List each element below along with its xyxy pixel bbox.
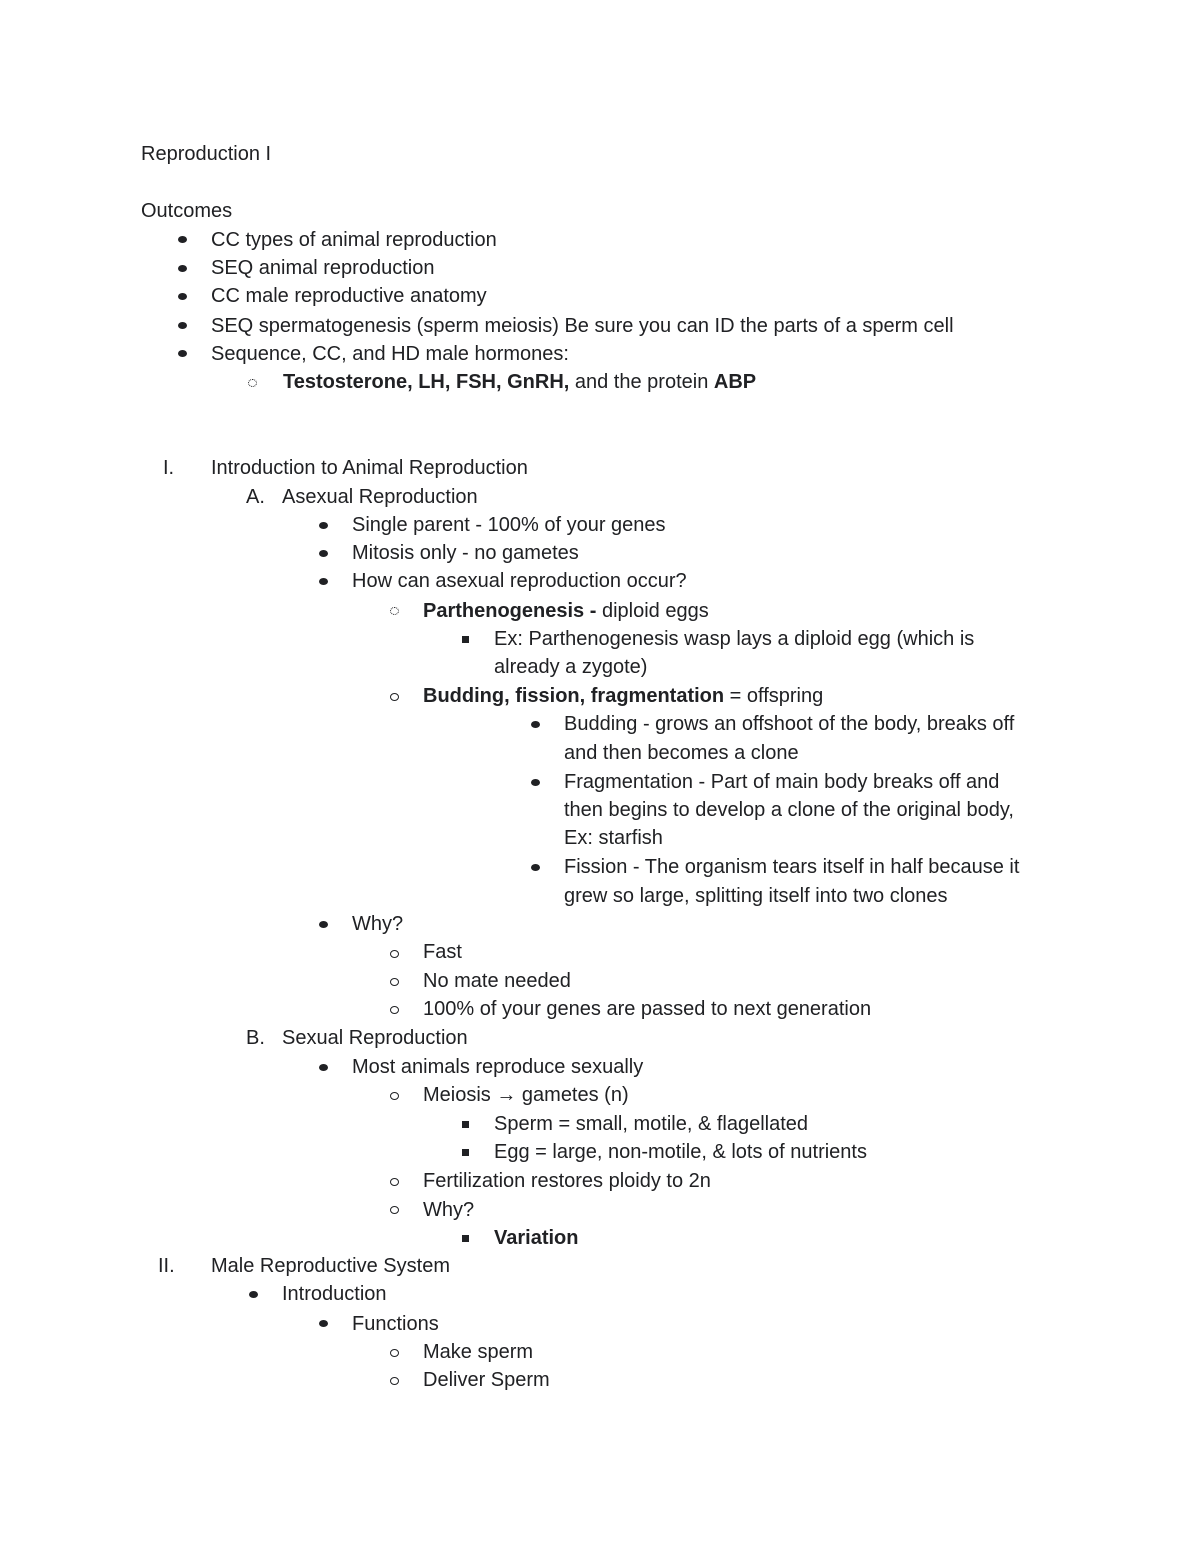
budding-rest: = offspring (724, 685, 824, 707)
outcomes-heading: Outcomes (141, 200, 233, 222)
list-item (423, 597, 709, 625)
bullet-ring-icon (390, 1377, 399, 1385)
bullet-square-icon (462, 1235, 469, 1242)
outcome-item: CC types of animal reproduction (211, 229, 497, 251)
list-item: Fast (423, 941, 462, 963)
outcome-item: CC male reproductive anatomy (211, 285, 487, 307)
list-item-continued: and then becomes a clone (564, 742, 799, 764)
bullet-square-icon (462, 636, 469, 643)
list-item: Budding - grows an offshoot of the body, breaks off (564, 713, 1015, 735)
list-item: Fragmentation - Part of main body breaks off and (564, 771, 1000, 793)
bullet-dot-icon (178, 265, 187, 272)
outcome-item: SEQ spermatogenesis (sperm meiosis) Be sure you can ID the parts of a sperm cell (211, 315, 954, 337)
parthenogenesis-bold: Parthenogenesis - (423, 600, 597, 622)
list-item: Functions (352, 1313, 439, 1335)
list-item: Make sperm (423, 1341, 534, 1363)
list-item: Why? (423, 1199, 475, 1221)
bullet-dot-icon (319, 522, 328, 529)
bullet-ring-icon (390, 950, 399, 958)
section-numeral: I. (163, 457, 175, 479)
bullet-dot-icon (249, 1291, 258, 1298)
parthenogenesis-rest: diploid eggs (596, 600, 709, 622)
list-item: Why? (352, 913, 404, 935)
list-item: Ex: Parthenogenesis wasp lays a diploid egg (which is (494, 628, 975, 650)
list-item: No mate needed (423, 970, 571, 992)
bullet-ring-icon (390, 1349, 399, 1357)
bullet-square-icon (462, 1121, 469, 1128)
bullet-dot-icon (178, 236, 187, 243)
bullet-dot-icon (319, 1064, 328, 1071)
bullet-ring-icon (390, 1006, 399, 1014)
bullet-dot-icon (531, 779, 540, 786)
section-title: Male Reproductive System (211, 1255, 450, 1277)
list-item-continued: then begins to develop a clone of the original body, (564, 799, 1014, 821)
bullet-dot-icon (319, 550, 328, 557)
list-item: Sperm = small, motile, & flagellated (494, 1113, 809, 1135)
list-item: Mitosis only - no gametes (352, 542, 579, 564)
subsection-title: Sexual Reproduction (282, 1027, 468, 1049)
bullet-ring-icon (390, 978, 399, 986)
subsection-title: Asexual Reproduction (282, 486, 478, 508)
list-item: Fission - The organism tears itself in half because it (564, 856, 1020, 878)
list-item: Most animals reproduce sexually (352, 1056, 644, 1078)
bullet-dot-icon (531, 721, 540, 728)
bullet-dot-icon (319, 1320, 328, 1327)
bullet-dot-icon (178, 350, 187, 357)
list-item: Deliver Sperm (423, 1369, 550, 1391)
bullet-dot-icon (178, 322, 187, 329)
bullet-ring-icon (390, 1178, 399, 1186)
bullet-ring-icon (390, 693, 399, 701)
subsection-letter: A. (246, 486, 265, 508)
list-item-continued: Ex: starfish (564, 827, 663, 849)
bullet-ring-icon (390, 1206, 399, 1214)
list-item (423, 682, 823, 710)
list-item: How can asexual reproduction occur? (352, 570, 687, 592)
hormones-bold: Testosterone, LH, FSH, GnRH, (283, 371, 570, 393)
list-item: Single parent - 100% of your genes (352, 514, 666, 536)
list-item: Fertilization restores ploidy to 2n (423, 1170, 711, 1192)
hormones-line (283, 368, 756, 396)
bullet-dot-icon (531, 864, 540, 871)
list-item: Meiosis → gametes (n) (423, 1084, 629, 1106)
outcome-item: SEQ animal reproduction (211, 257, 435, 279)
hormones-mid: and the protein (569, 371, 714, 393)
bullet-square-icon (462, 1149, 469, 1156)
bullet-ring-icon (390, 1092, 399, 1100)
bullet-dot-icon (319, 578, 328, 585)
budding-bold: Budding, fission, fragmentation (423, 685, 725, 707)
hormones-abp: ABP (713, 371, 757, 393)
list-item: Variation (494, 1227, 579, 1249)
list-item-continued: already a zygote) (494, 656, 648, 678)
subsection-letter: B. (246, 1027, 265, 1049)
bullet-dot-icon (178, 293, 187, 300)
list-item: Egg = large, non-motile, & lots of nutrients (494, 1141, 867, 1163)
bullet-dot-icon (319, 921, 328, 928)
bullet-circle-icon (390, 607, 399, 615)
list-item: Introduction (282, 1283, 387, 1305)
document-title: Reproduction I (141, 143, 272, 165)
outcome-item: Sequence, CC, and HD male hormones: (211, 343, 569, 365)
section-numeral: II. (158, 1255, 175, 1277)
list-item: 100% of your genes are passed to next generation (423, 998, 872, 1020)
section-title: Introduction to Animal Reproduction (211, 457, 528, 479)
bullet-circle-icon (248, 379, 257, 387)
list-item-continued: grew so large, splitting itself into two clones (564, 885, 948, 907)
